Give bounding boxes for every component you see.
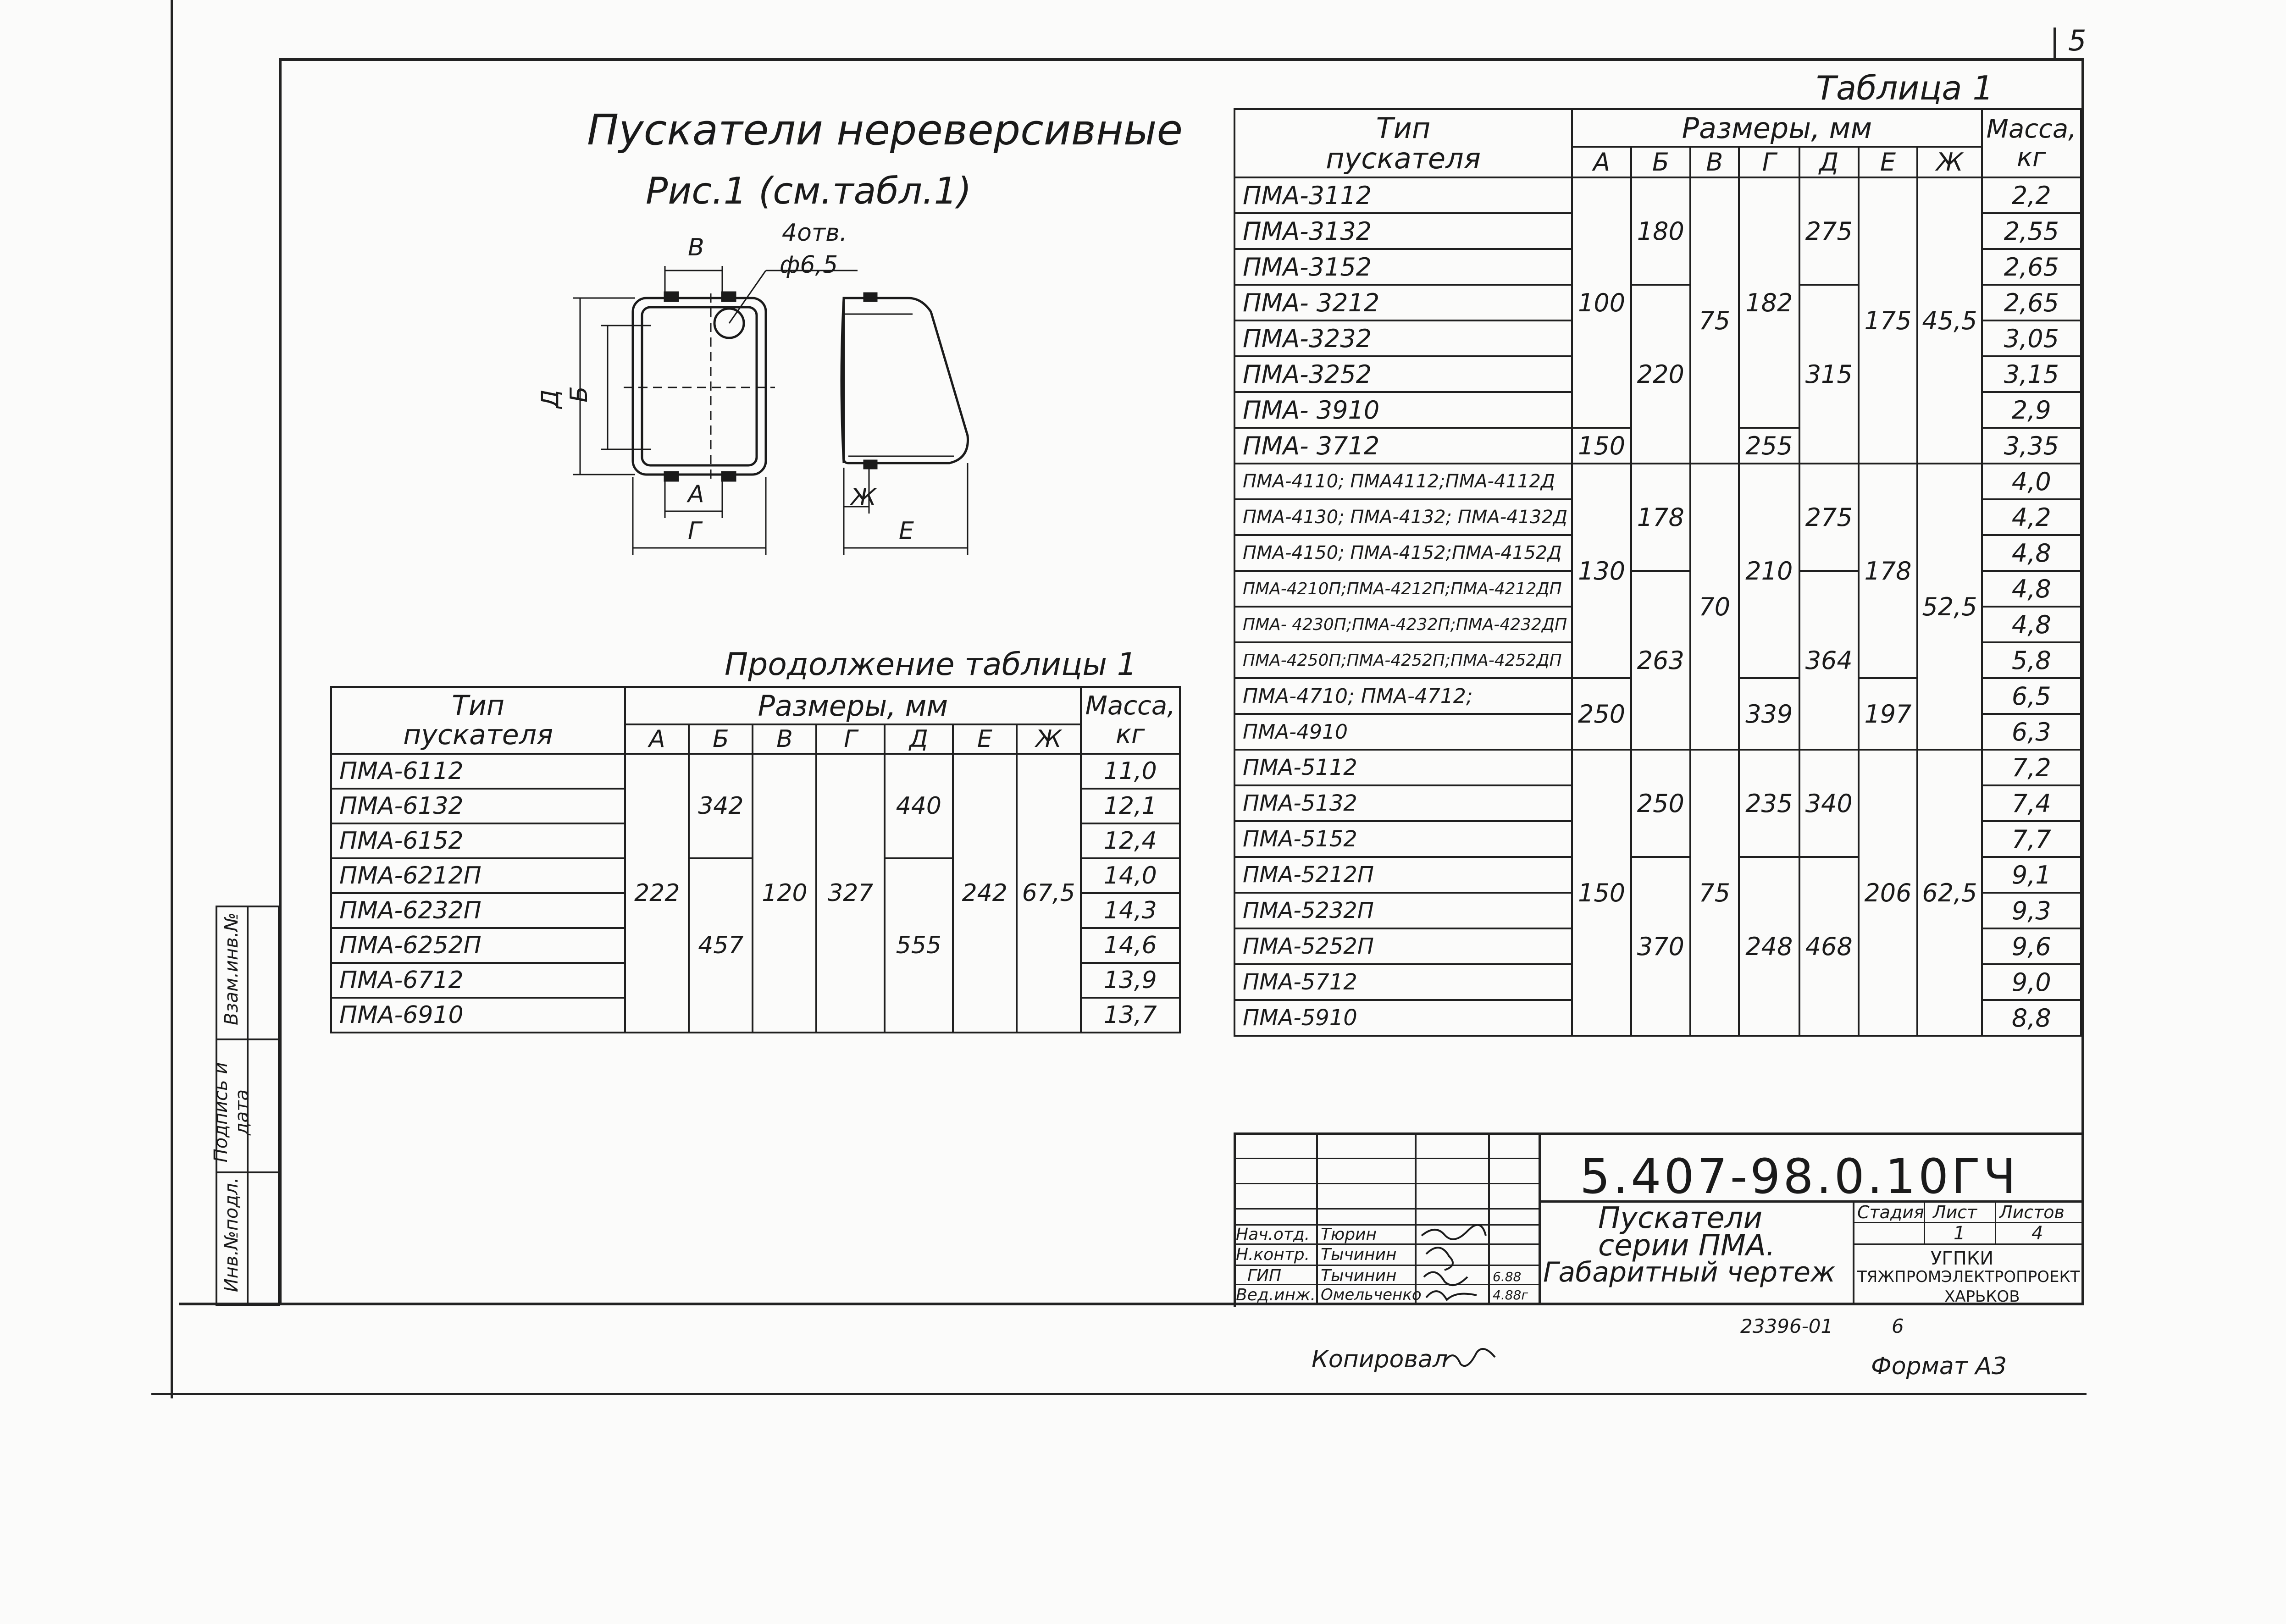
role-4-name: Омельченко (1321, 1286, 1422, 1304)
cell-g3-A2: 150 (1572, 428, 1631, 464)
table-row-name: ПМА-4110; ПМА4112;ПМА-4112Д (1234, 464, 1572, 499)
org-name-2: ТЯЖПРОМЭЛЕКТРОПРОЕКТ (1857, 1268, 2080, 1286)
table-row-name: ПМА-5712 (1234, 964, 1572, 1000)
cell-6-V: 120 (753, 754, 816, 1033)
cell-g4-V: 70 (1690, 464, 1739, 750)
table-row-mass: 9,3 (1982, 893, 2081, 928)
table1-col-A: А (1572, 147, 1631, 177)
table-row-mass: 2,65 (1982, 285, 2081, 320)
label-E: Е (899, 517, 914, 545)
table-cont-caption: Продолжение таблицы 1 (725, 646, 1137, 683)
label-A: А (688, 481, 704, 508)
table-row-name: ПМА-6232П (331, 893, 625, 928)
table-row-mass: 2,55 (1982, 213, 2081, 249)
table-row-mass: 9,1 (1982, 857, 2081, 893)
role-4-date: 4.88г (1493, 1287, 1528, 1303)
starter-drawing (527, 220, 1009, 569)
table1-col-ZH: Ж (1917, 147, 1982, 177)
cell-g3-G1: 182 (1739, 177, 1799, 428)
copied-label: Копировал (1312, 1346, 1448, 1373)
table-row-mass: 4,8 (1982, 535, 2081, 571)
cell-g5-E: 206 (1859, 750, 1918, 1036)
table-cont-col-E: Е (953, 724, 1017, 754)
table-row-name: ПМА-6252П (331, 928, 625, 963)
table-row-mass: 13,9 (1081, 963, 1180, 998)
table1-col-B: Б (1631, 147, 1690, 177)
sheets-value: 4 (2031, 1223, 2043, 1244)
role-2-name: Тычинин (1321, 1245, 1397, 1264)
sheet-value: 1 (1954, 1223, 1965, 1244)
table1-mass-header: Масса, кг (1982, 109, 2081, 177)
table-row-name: ПМА-4250П;ПМА-4252П;ПМА-4252ДП (1234, 642, 1572, 678)
table-row-name: ПМА-4910 (1234, 714, 1572, 750)
inventory-sheet: 6 (1892, 1315, 1904, 1337)
cell-g4-D2: 364 (1799, 571, 1859, 750)
side-stamp-signature-date: Подпись и дата (210, 1062, 253, 1163)
table-row-name: ПМА-6212П (331, 858, 625, 893)
cell-6-B1: 342 (689, 754, 753, 858)
cell-g3-D1: 275 (1799, 177, 1859, 285)
cell-g4-A2: 250 (1572, 678, 1631, 750)
table-row-mass: 2,2 (1982, 177, 2081, 213)
table-cont-col-G: Г (816, 724, 885, 754)
cell-g3-E: 175 (1859, 177, 1918, 464)
table1-col-D: Д (1799, 147, 1859, 177)
cell-g4-E1: 178 (1859, 464, 1918, 678)
table-cont-col-A: А (625, 724, 689, 754)
table1 (1234, 108, 2082, 1037)
copied-signature (1440, 1339, 1500, 1375)
tb-stage-row-2 (1853, 1243, 2082, 1245)
role-3-date: 6.88 (1493, 1269, 1522, 1284)
doc-name-3: Габаритный чертеж (1543, 1256, 1836, 1288)
table-row-mass: 7,4 (1982, 785, 2081, 821)
side-stamp-replaced-inv: Взам.инв.№ (221, 912, 242, 1026)
cell-g3-A1: 100 (1572, 177, 1631, 428)
role-2: Н.контр. (1236, 1245, 1310, 1264)
cell-g5-B2: 370 (1631, 857, 1690, 1036)
table-row-name: ПМА-4150; ПМА-4152;ПМА-4152Д (1234, 535, 1572, 571)
label-ZH: Ж (851, 484, 877, 511)
table-cont-col-D: Д (885, 724, 953, 754)
role-3-name: Тычинин (1321, 1266, 1397, 1285)
cell-g3-B2: 220 (1631, 285, 1690, 464)
role-3: ГИП (1247, 1266, 1282, 1285)
tb-stage-col (1853, 1200, 1854, 1304)
table-row-name: ПМА-5152 (1234, 821, 1572, 857)
label-G: Г (688, 517, 701, 545)
cell-6-D2: 555 (885, 858, 953, 1033)
stage-label: Стадия (1857, 1202, 1924, 1222)
table-row-name: ПМА-5232П (1234, 893, 1572, 928)
table-row-mass: 4,2 (1982, 499, 2081, 535)
table-row-name: ПМА-3152 (1234, 249, 1572, 285)
cell-g4-G1: 210 (1739, 464, 1799, 678)
tb-row-1 (1234, 1158, 1541, 1159)
table-row-mass: 14,0 (1081, 858, 1180, 893)
table-row-name: ПМА-3112 (1234, 177, 1572, 213)
table-row-mass: 3,15 (1982, 356, 2081, 392)
role-1-name: Тюрин (1321, 1225, 1377, 1244)
table-row-name: ПМА-5112 (1234, 750, 1572, 785)
cell-g4-A1: 130 (1572, 464, 1631, 678)
table-row-mass: 6,5 (1982, 678, 2081, 714)
cell-6-G: 327 (816, 754, 885, 1033)
table-row-mass: 4,8 (1982, 607, 2081, 642)
table-row-mass: 8,8 (1982, 1000, 2081, 1036)
doc-name-1: Пускатели (1598, 1201, 1763, 1235)
cell-6-D1: 440 (885, 754, 953, 858)
table1-caption: Таблица 1 (1816, 69, 1994, 107)
table-row-mass: 14,6 (1081, 928, 1180, 963)
cell-6-A: 222 (625, 754, 689, 1033)
cell-g3-D2: 315 (1799, 285, 1859, 464)
table-cont-col-ZH: Ж (1017, 724, 1081, 754)
outer-bottom-edge (151, 1393, 2087, 1395)
tb-row-3 (1234, 1208, 1541, 1210)
cell-g3-V: 75 (1690, 177, 1739, 464)
table-row-name: ПМА-6152 (331, 823, 625, 858)
table-row-mass: 7,2 (1982, 750, 2081, 785)
table-row-name: ПМА- 3712 (1234, 428, 1572, 464)
table1-dims-header: Размеры, мм (1572, 109, 1982, 147)
cell-g5-A: 150 (1572, 750, 1631, 1036)
table-row-name: ПМА-3132 (1234, 213, 1572, 249)
cell-g5-G1: 235 (1739, 750, 1799, 857)
figure-caption: Рис.1 (см.табл.1) (646, 170, 972, 212)
table-row-mass: 9,6 (1982, 928, 2081, 964)
table1-col-V: В (1690, 147, 1739, 177)
table-row-name: ПМА-3232 (1234, 320, 1572, 356)
table-row-name: ПМА-5212П (1234, 857, 1572, 893)
table-cont (330, 686, 1181, 1033)
cell-g3-G2: 255 (1739, 428, 1799, 464)
table-row-mass: 9,0 (1982, 964, 2081, 1000)
table-row-mass: 3,05 (1982, 320, 2081, 356)
table1-col-E: Е (1859, 147, 1918, 177)
table-row-name: ПМА-4210П;ПМА-4212П;ПМА-4212ДП (1234, 571, 1572, 607)
table-row-name: ПМА-6112 (331, 754, 625, 789)
label-D: Д (537, 389, 565, 409)
cell-g4-E2: 197 (1859, 678, 1918, 750)
cell-g4-ZH: 52,5 (1917, 464, 1982, 750)
cell-g5-V: 75 (1690, 750, 1739, 1036)
table-row-mass: 2,65 (1982, 249, 2081, 285)
cell-g5-D2: 468 (1799, 857, 1859, 1036)
sheets-label: Листов (1999, 1202, 2065, 1222)
label-V: В (688, 234, 704, 261)
table-row-mass: 4,0 (1982, 464, 2081, 499)
sheet-label: Лист (1933, 1202, 1977, 1222)
table-row-name: ПМА- 4230П;ПМА-4232П;ПМА-4232ДП (1234, 607, 1572, 642)
inventory-number: 23396-01 (1740, 1315, 1833, 1337)
table-row-mass: 12,1 (1081, 789, 1180, 823)
table-row-mass: 5,8 (1982, 642, 2081, 678)
outer-left-edge (171, 0, 173, 1398)
table-row-name: ПМА-4130; ПМА-4132; ПМА-4132Д (1234, 499, 1572, 535)
table-row-name: ПМА-6712 (331, 963, 625, 998)
cell-6-ZH: 67,5 (1017, 754, 1081, 1033)
table-row-mass: 12,4 (1081, 823, 1180, 858)
table-cont-col-V: В (753, 724, 816, 754)
org-name-3: ХАРЬКОВ (1944, 1287, 2020, 1306)
tb-row-2 (1234, 1183, 1541, 1184)
cell-g5-ZH: 62,5 (1917, 750, 1982, 1036)
table-row-mass: 2,9 (1982, 392, 2081, 428)
doc-code: 5.407-98.0.10ГЧ (1580, 1149, 2019, 1204)
table-cont-dims-header: Размеры, мм (625, 687, 1080, 724)
cell-6-B2: 457 (689, 858, 753, 1033)
hole-note-2: ф6,5 (780, 251, 838, 279)
org-name-1: УГПКИ (1931, 1248, 1994, 1269)
table-row-mass: 14,3 (1081, 893, 1180, 928)
cell-g4-B1: 178 (1631, 464, 1690, 571)
page-title: Пускатели нереверсивные (587, 105, 1183, 155)
table-row-mass: 6,3 (1982, 714, 2081, 750)
label-B: Б (565, 386, 593, 403)
table-row-name: ПМА- 3910 (1234, 392, 1572, 428)
table-row-name: ПМА-3252 (1234, 356, 1572, 392)
table-cont-mass-header: Масса, кг (1081, 687, 1180, 754)
cell-g5-D1: 340 (1799, 750, 1859, 857)
format-label: Формат А3 (1871, 1353, 2007, 1380)
table-row-name: ПМА-6132 (331, 789, 625, 823)
table-row-name: ПМА-5132 (1234, 785, 1572, 821)
table-row-mass: 11,0 (1081, 754, 1180, 789)
table1-type-header: Тип пускателя (1234, 109, 1572, 177)
role-4: Вед.инж. (1236, 1286, 1316, 1304)
hole-note-1: 4отв. (782, 219, 847, 247)
table-cont-type-header: Тип пускателя (331, 687, 625, 754)
table-row-mass: 4,8 (1982, 571, 2081, 607)
cell-g4-D1: 275 (1799, 464, 1859, 571)
table-row-name: ПМА-5910 (1234, 1000, 1572, 1036)
table-cont-col-B: Б (689, 724, 753, 754)
side-stamp-inv-orig: Инв.№подл. (221, 1177, 242, 1293)
cell-g5-B1: 250 (1631, 750, 1690, 857)
tb-row-6 (1234, 1265, 1541, 1266)
role-1: Нач.отд. (1236, 1225, 1310, 1244)
cell-g3-ZH: 45,5 (1917, 177, 1982, 464)
table-row-name: ПМА- 3212 (1234, 285, 1572, 320)
signatures (1417, 1222, 1490, 1304)
table-row-name: ПМА-5252П (1234, 928, 1572, 964)
frame-top (280, 58, 2084, 61)
cell-g5-G2: 248 (1739, 857, 1799, 1036)
table-row-mass: 13,7 (1081, 998, 1180, 1033)
table-row-mass: 7,7 (1982, 821, 2081, 857)
cell-g3-B1: 180 (1631, 177, 1690, 285)
doc-name-2: серии ПМА. (1598, 1229, 1776, 1263)
cell-6-E: 242 (953, 754, 1017, 1033)
cell-g4-B2: 263 (1631, 571, 1690, 750)
sheet-number: 5 (2068, 24, 2087, 57)
table-row-name: ПМА-6910 (331, 998, 625, 1033)
cell-g4-G2: 339 (1739, 678, 1799, 750)
table-row-name: ПМА-4710; ПМА-4712; (1234, 678, 1572, 714)
sheet-number-divider (2054, 28, 2056, 60)
table-row-mass: 3,35 (1982, 428, 2081, 464)
table1-col-G: Г (1739, 147, 1799, 177)
